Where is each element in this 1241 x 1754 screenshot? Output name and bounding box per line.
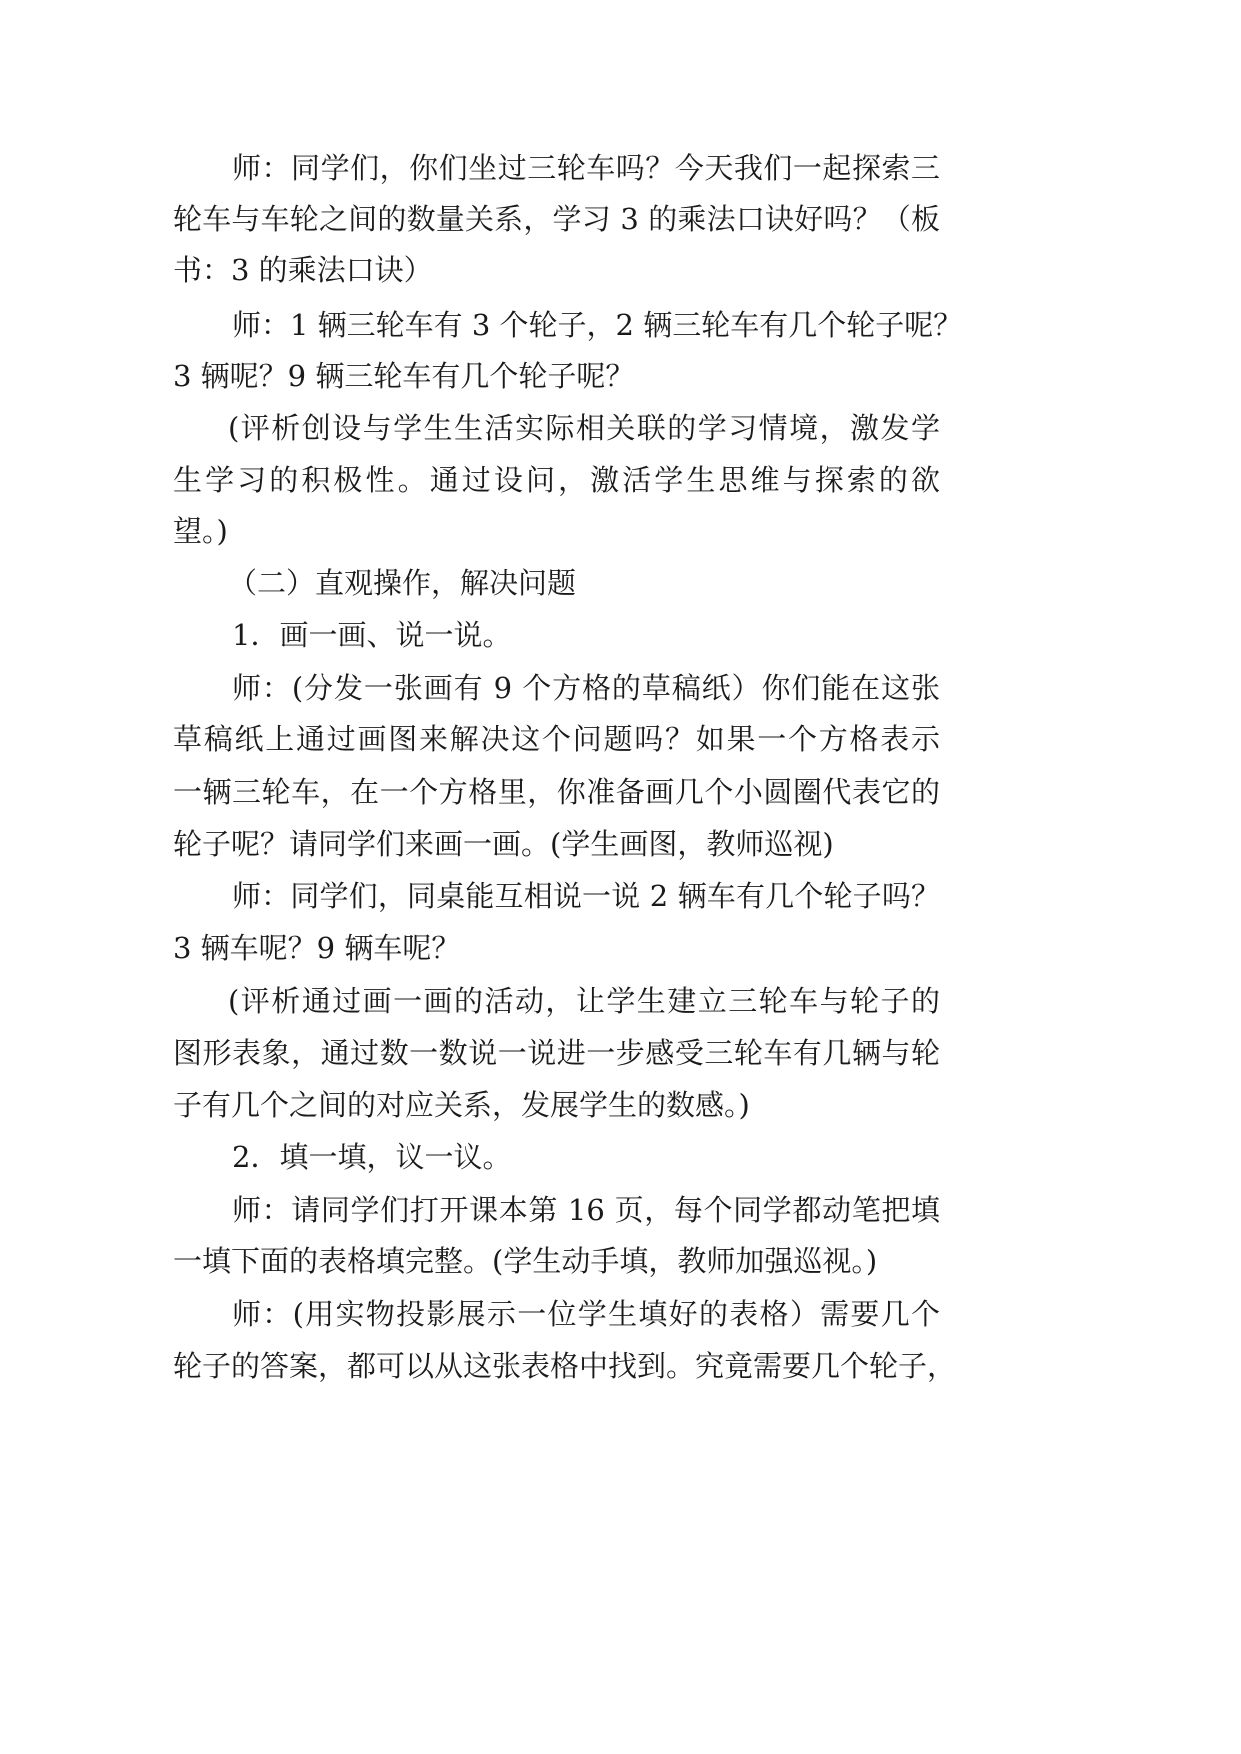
text-line: 望。) <box>173 514 228 548</box>
text-line: 轮子呢？请同学们来画一画。(学生画图，教师巡视) <box>173 827 834 861</box>
text-line: (评析创设与学生生活实际相关联的学习情境，激发学 <box>228 411 940 445</box>
text-line: 轮车与车轮之间的数量关系，学习 3 的乘法口诀好吗？（板 <box>173 202 940 236</box>
text-line: 师：(用实物投影展示一位学生填好的表格）需要几个 <box>232 1297 940 1331</box>
text-line: (评析通过画一画的活动，让学生建立三轮车与轮子的 <box>228 984 940 1018</box>
text-line: 师：同学们，你们坐过三轮车吗？今天我们一起探索三 <box>232 151 940 185</box>
section-heading: （二）直观操作，解决问题 <box>228 566 577 600</box>
text-line: 师：(分发一张画有 9 个方格的草稿纸）你们能在这张 <box>232 671 940 705</box>
text-line: 师：1 辆三轮车有 3 个轮子，2 辆三轮车有几个轮子呢？ <box>232 308 963 342</box>
text-line: 3 辆呢？9 辆三轮车有几个轮子呢？ <box>173 359 635 393</box>
text-line: 书：3 的乘法口诀） <box>173 253 433 287</box>
text-line: 轮子的答案，都可以从这张表格中找到。究竟需要几个轮子， <box>173 1349 957 1383</box>
text-line: 一填下面的表格填完整。(学生动手填，教师加强巡视。) <box>173 1244 878 1278</box>
text-line: 一辆三轮车，在一个方格里，你准备画几个小圆圈代表它的 <box>173 775 940 809</box>
subsection-heading: 2．填一填，议一议。 <box>232 1140 512 1174</box>
text-line: 图形表象，通过数一数说一说进一步感受三轮车有几辆与轮 <box>173 1036 940 1070</box>
text-line: 3 辆车呢？9 辆车呢？ <box>173 931 461 965</box>
text-line: 草稿纸上通过画图来解决这个问题吗？如果一个方格表示 <box>173 722 940 756</box>
text-line: 师：同学们，同桌能互相说一说 2 辆车有几个轮子吗？ <box>232 879 940 913</box>
text-line: 子有几个之间的对应关系，发展学生的数感。) <box>173 1088 750 1122</box>
subsection-heading: 1．画一画、说一说。 <box>232 618 512 652</box>
text-line: 师：请同学们打开课本第 16 页，每个同学都动笔把填 <box>232 1193 940 1227</box>
text-line: 生学习的积极性。通过设问，激活学生思维与探索的欲 <box>173 463 940 497</box>
